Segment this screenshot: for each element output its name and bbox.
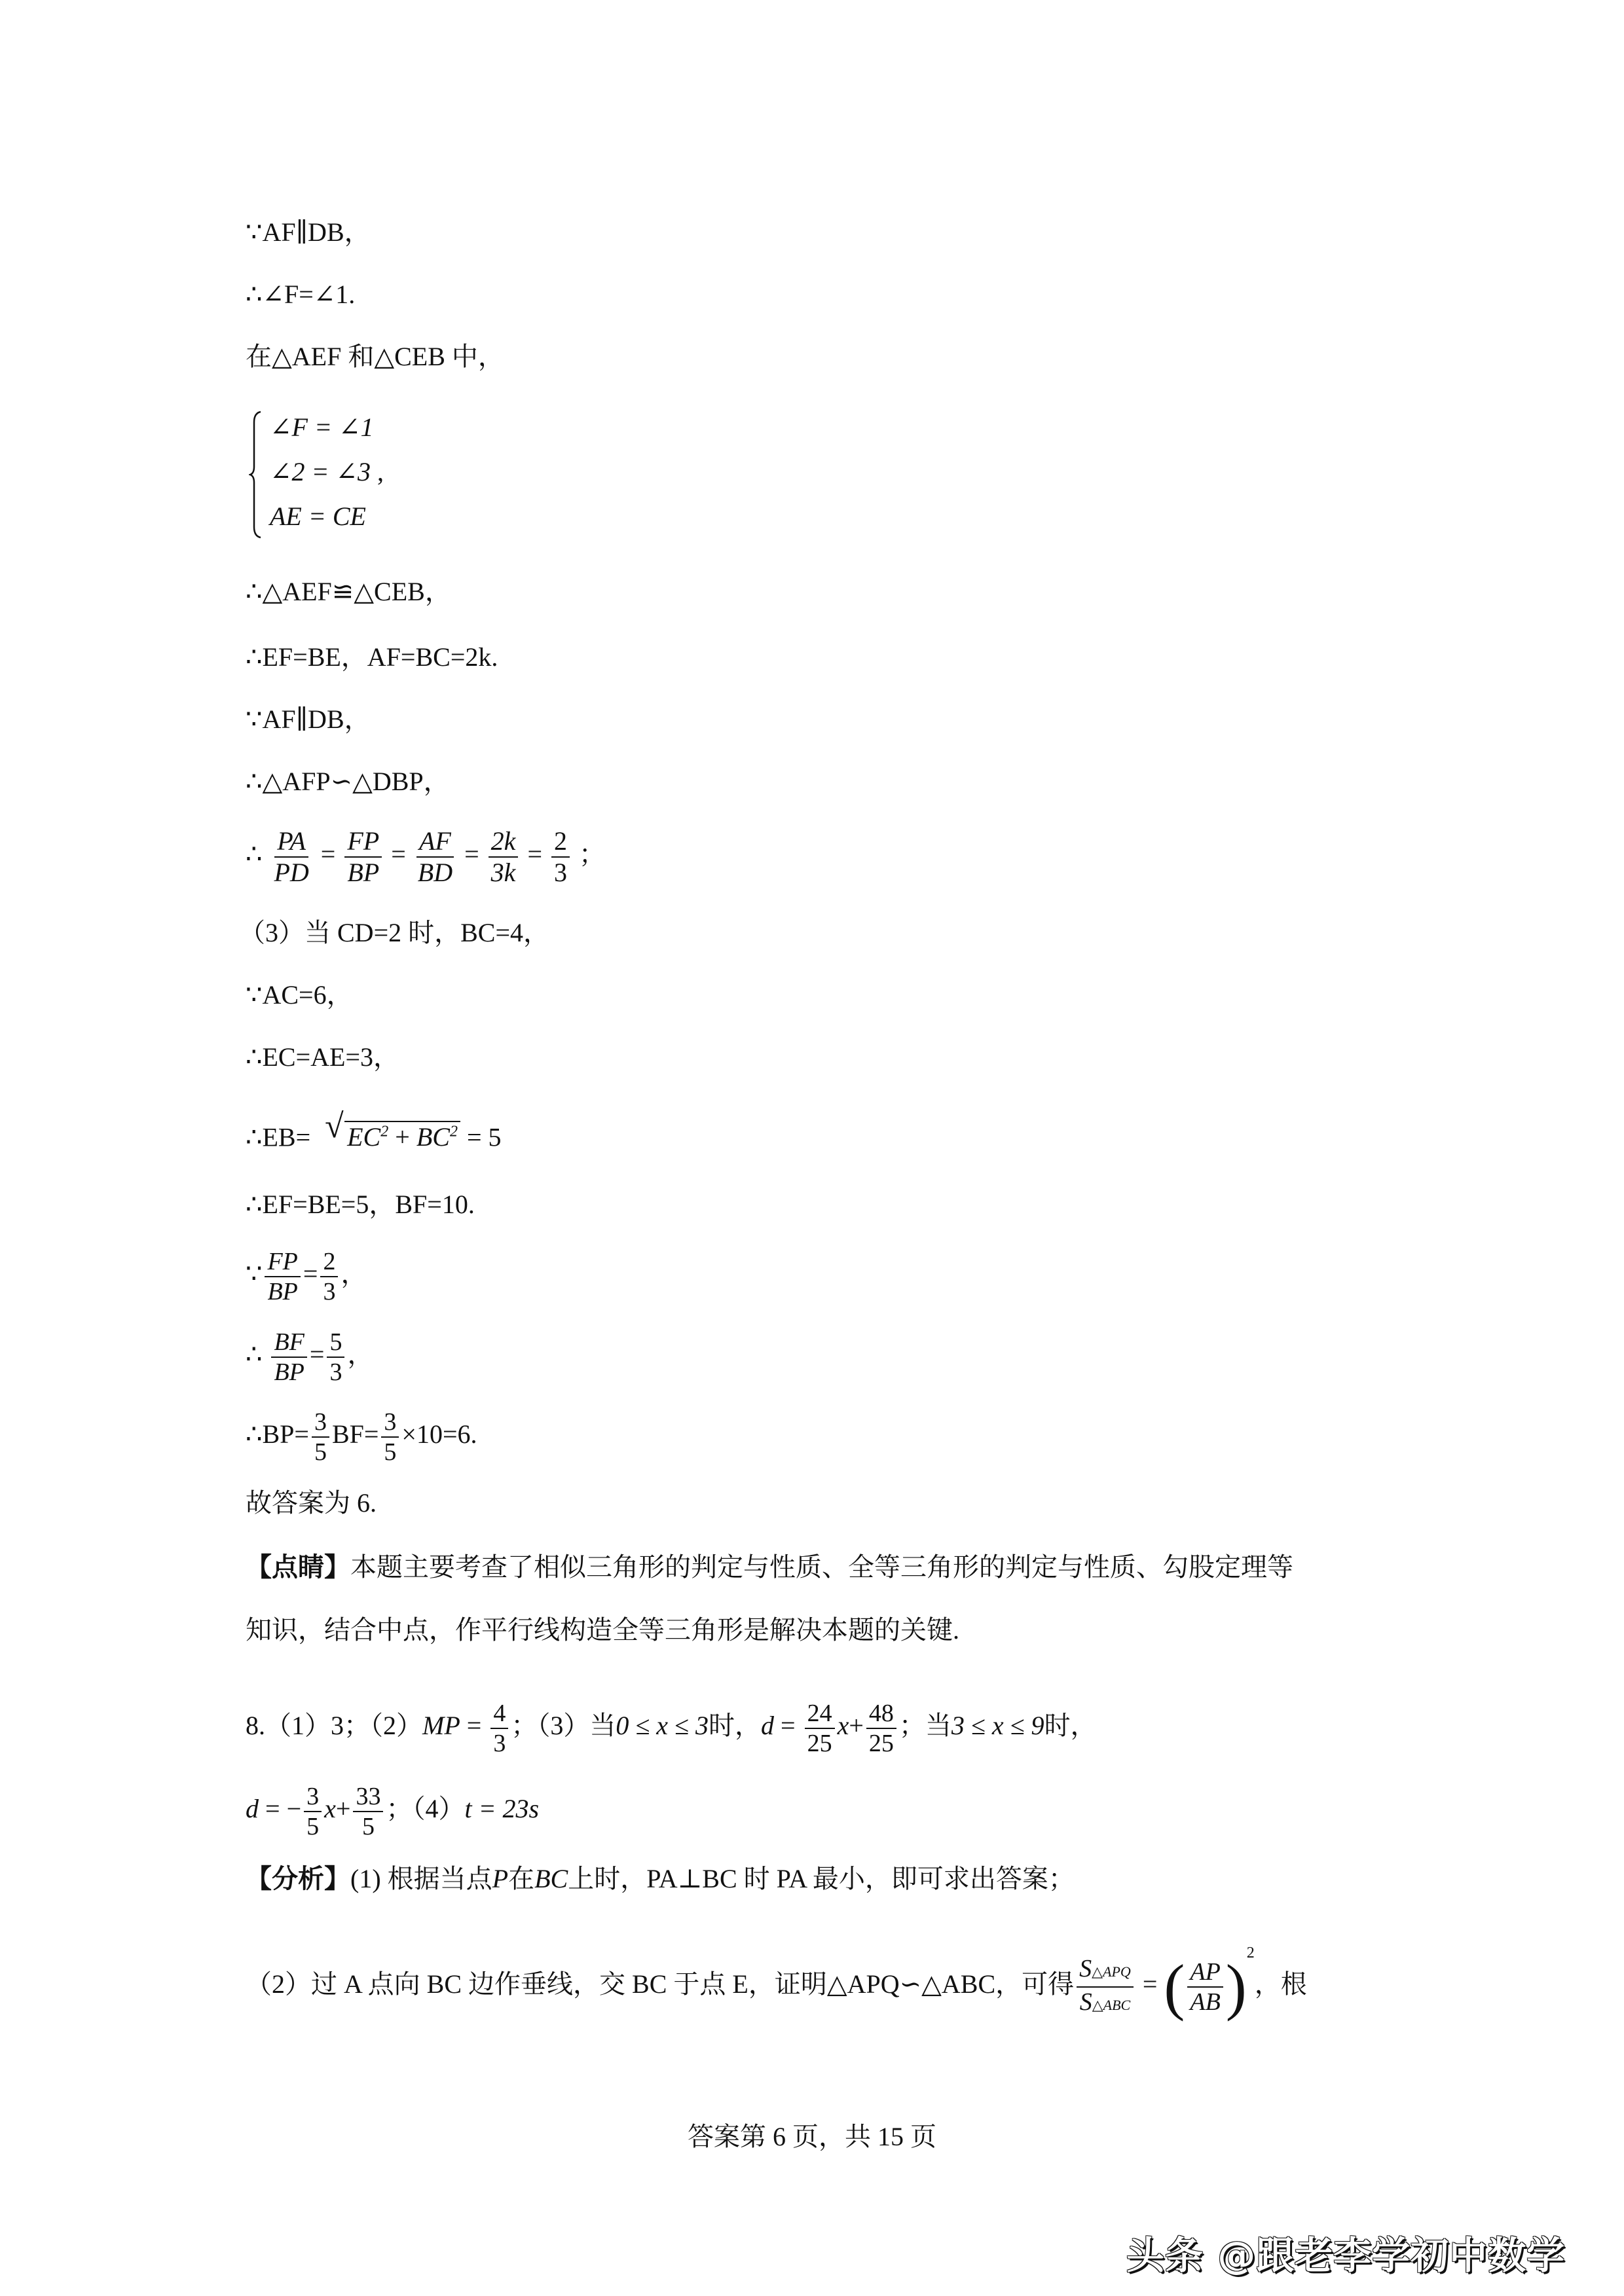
- fraction-2-3: [551, 826, 570, 888]
- square-root: [325, 1108, 460, 1153]
- proof-line-ef-bf: ∴EF=BE=5，BF=10.: [246, 1190, 475, 1219]
- watermark: 头条 @跟老李学初中数学: [1126, 2233, 1566, 2278]
- separator: ；当: [898, 1711, 951, 1741]
- numerator: AF: [416, 826, 454, 858]
- numerator: 2: [551, 826, 570, 858]
- part-2-label: （2）: [370, 1711, 422, 1741]
- therefore-symbol: ∴: [246, 839, 263, 869]
- system-row-1: ∠F = ∠1: [270, 412, 374, 442]
- equals: =: [464, 839, 479, 869]
- fraction-24-25: [805, 1699, 835, 1758]
- term-ec: EC: [347, 1122, 381, 1152]
- part-4-value: t = 23s: [464, 1794, 540, 1824]
- denominator: 3k: [490, 858, 516, 887]
- therefore-symbol: ∴: [246, 1339, 269, 1370]
- denominator: 25: [868, 1730, 894, 1757]
- equation-system: [249, 409, 511, 540]
- proof-line-fp-bp: [246, 1247, 367, 1306]
- semicolon: ；: [579, 839, 605, 869]
- bf-label: BF=: [331, 1419, 379, 1449]
- comment-line-1: [246, 1552, 1293, 1583]
- denominator: BP: [274, 1358, 304, 1386]
- left-brace-icon: [249, 409, 265, 540]
- fraction-4-3: [490, 1699, 508, 1758]
- final-answer: 故答案为 6.: [246, 1488, 377, 1518]
- numerator: BF: [271, 1328, 306, 1358]
- text: ，根: [1254, 1969, 1307, 1999]
- system-row-2-eq: ∠2 = ∠3: [270, 457, 371, 486]
- denominator: PD: [274, 858, 309, 887]
- subscript: △ABC: [1092, 1997, 1131, 2013]
- system-row-2-comma: ,: [371, 457, 384, 486]
- radicand: [344, 1121, 460, 1152]
- analysis-line-2: （2）过 A 点向 BC 边作垂线，交 BC 于点 E，证明△APQ∽△ABC，可得 $\frac{\text{S△APQ}}{\text{S△ABC}}$ = ( $\frac{AP}{AB}$ )$^2$，根: [246, 1944, 1307, 2022]
- d-var: d: [761, 1711, 774, 1741]
- numerator: FP: [344, 826, 382, 858]
- result: ×10=6.: [401, 1419, 477, 1449]
- numerator: 2k: [489, 826, 519, 858]
- range-1: 0 ≤ x ≤ 3: [616, 1711, 709, 1741]
- range-2: 3 ≤ x ≤ 9: [951, 1711, 1044, 1741]
- part-3-label: （3）当: [537, 1711, 616, 1741]
- fraction-pa-pd: [271, 826, 311, 888]
- equals: =: [527, 839, 542, 869]
- part-3-intro: （3）当 CD=2 时，BC=4，: [239, 918, 550, 947]
- question-number: 8.: [246, 1711, 265, 1741]
- proof-line-1: ∵AF∥DB，: [246, 217, 371, 247]
- fraction-3-5: [381, 1408, 399, 1467]
- eb-label: ∴EB=: [246, 1122, 311, 1152]
- equals: =: [309, 1339, 325, 1370]
- p-var: P: [492, 1864, 509, 1893]
- minus: −: [286, 1794, 302, 1824]
- exponent: 2: [380, 1123, 389, 1140]
- when: 时，: [1044, 1711, 1097, 1741]
- result: = 5: [466, 1122, 502, 1152]
- right-paren: ): [1225, 1952, 1247, 2022]
- exponent: 2: [1246, 1944, 1255, 1961]
- because-symbol: ∵: [246, 1259, 263, 1289]
- text: 在: [508, 1864, 535, 1893]
- system-row-2: [270, 456, 384, 488]
- fraction-2-3: [320, 1247, 338, 1306]
- area-ratio-fraction: [1077, 1954, 1134, 2020]
- fraction-af-bd: [415, 826, 455, 888]
- radical-sign-icon: √: [325, 1108, 344, 1145]
- numerator: 5: [327, 1328, 344, 1358]
- numerator: [1077, 1954, 1134, 1988]
- fraction-fp-bp: [344, 826, 382, 888]
- fraction-3-5: [312, 1408, 329, 1467]
- fraction-fp-bp: [265, 1247, 300, 1306]
- comment-tag: 【点睛】: [246, 1552, 350, 1582]
- left-paren: (: [1164, 1952, 1185, 2022]
- numerator: 3: [381, 1408, 399, 1438]
- page-footer: 答案第 6 页，共 15 页: [688, 2122, 936, 2151]
- numerator: PA: [274, 826, 308, 858]
- fraction-3-5: [304, 1782, 322, 1841]
- comma: ，: [347, 1339, 374, 1370]
- numerator: 2: [320, 1247, 338, 1277]
- when: 时，: [709, 1711, 761, 1741]
- proof-line-2: ∴∠F=∠1.: [246, 280, 356, 309]
- answer-8-line-2: d = − $\frac{3}{5}$ x+ $\frac{33}{5}$ ；（4）t = 23s: [246, 1783, 540, 1840]
- numerator: AP: [1187, 1958, 1223, 1988]
- fraction-5-3: [327, 1328, 344, 1387]
- denominator: 3: [493, 1730, 506, 1757]
- equals: =: [391, 839, 406, 869]
- comma: ，: [341, 1259, 367, 1289]
- denominator: 3: [554, 858, 567, 887]
- denominator: 3: [323, 1278, 336, 1305]
- fraction-ap-ab: [1187, 1958, 1223, 2016]
- denominator: BD: [417, 858, 453, 887]
- proof-line-eb-sqrt: [246, 1108, 502, 1153]
- proof-line-4: ∴△AEF≌△CEB，: [246, 577, 451, 606]
- part-4-label: ；（4）: [386, 1794, 465, 1824]
- system-row-3: AE = CE: [270, 501, 366, 531]
- text: （2）过 A 点向 BC 边作垂线，交 BC 于点 E，证明△APQ∽△ABC，可得: [246, 1969, 1075, 1999]
- numerator: 4: [490, 1699, 508, 1729]
- proof-line-ac: ∵AC=6，: [246, 980, 353, 1010]
- bc-var: BC: [534, 1864, 568, 1893]
- fraction-2k-3k: [489, 826, 519, 888]
- proof-line-bp: [246, 1408, 477, 1467]
- s: S: [1079, 1955, 1092, 1982]
- part-1: （1）3；: [265, 1711, 370, 1741]
- x-var: x: [324, 1794, 336, 1824]
- bp-label: ∴BP=: [246, 1419, 309, 1449]
- ratio-chain: [246, 826, 605, 888]
- equals: =: [320, 839, 336, 869]
- denominator: 5: [314, 1438, 327, 1466]
- denominator: 5: [384, 1438, 397, 1466]
- denominator: BP: [267, 1278, 298, 1305]
- denominator: 5: [361, 1813, 375, 1840]
- numerator: 48: [866, 1699, 896, 1729]
- comment-text: 本题主要考查了相似三角形的判定与性质、全等三角形的判定与性质、勾股定理等: [350, 1552, 1293, 1582]
- denominator: 5: [306, 1813, 320, 1840]
- denominator: AB: [1190, 1988, 1221, 2016]
- denominator: BP: [347, 858, 380, 887]
- proof-line-5: ∴EF=BE，AF=BC=2k.: [246, 642, 498, 672]
- denominator: 3: [329, 1358, 342, 1386]
- proof-line-3: 在△AEF 和△CEB 中，: [246, 342, 504, 371]
- analysis-line-1: [246, 1863, 1075, 1895]
- text: 上时，PA⊥BC 时 PA 最小，即可求出答案；: [568, 1864, 1075, 1893]
- equals: =: [303, 1259, 318, 1289]
- analysis-tag: 【分析】: [246, 1864, 350, 1893]
- denominator: [1077, 1988, 1133, 2020]
- denominator: 25: [807, 1730, 832, 1757]
- fraction-48-25: [866, 1699, 896, 1758]
- mp-var: MP: [422, 1711, 460, 1741]
- exponent: 2: [449, 1123, 458, 1140]
- answer-8-line-1: 8.（1）3；（2）MP = $\frac{4}{3}$ ；（3）当0 ≤ x ≤ 3时，d = $\frac{24}{25}$ x+ $\frac{48}{25}$ ；当3 ≤ x ≤ 9时，: [246, 1700, 1097, 1757]
- proof-line-7: ∴△AFP∽△DBP，: [246, 767, 450, 796]
- fraction-33-5: [353, 1782, 383, 1841]
- proof-line-ec: ∴EC=AE=3，: [246, 1042, 399, 1072]
- comment-line-2: 知识，结合中点，作平行线构造全等三角形是解决本题的关键.: [246, 1615, 959, 1645]
- d-var: d: [246, 1794, 259, 1824]
- proof-line-bf-bp: [246, 1328, 373, 1387]
- text: (1) 根据当点: [350, 1864, 492, 1893]
- numerator: 3: [312, 1408, 329, 1438]
- numerator: 33: [353, 1782, 383, 1812]
- term-bc: BC: [416, 1122, 450, 1152]
- subscript: △APQ: [1092, 1963, 1131, 1980]
- numerator: FP: [265, 1247, 300, 1277]
- s: S: [1079, 1988, 1092, 2016]
- fraction-bf-bp: [271, 1328, 306, 1387]
- x-var: x: [837, 1711, 849, 1741]
- numerator: 3: [304, 1782, 322, 1812]
- proof-line-6: ∵AF∥DB，: [246, 704, 371, 734]
- numerator: 24: [805, 1699, 835, 1729]
- plus: +: [388, 1122, 416, 1152]
